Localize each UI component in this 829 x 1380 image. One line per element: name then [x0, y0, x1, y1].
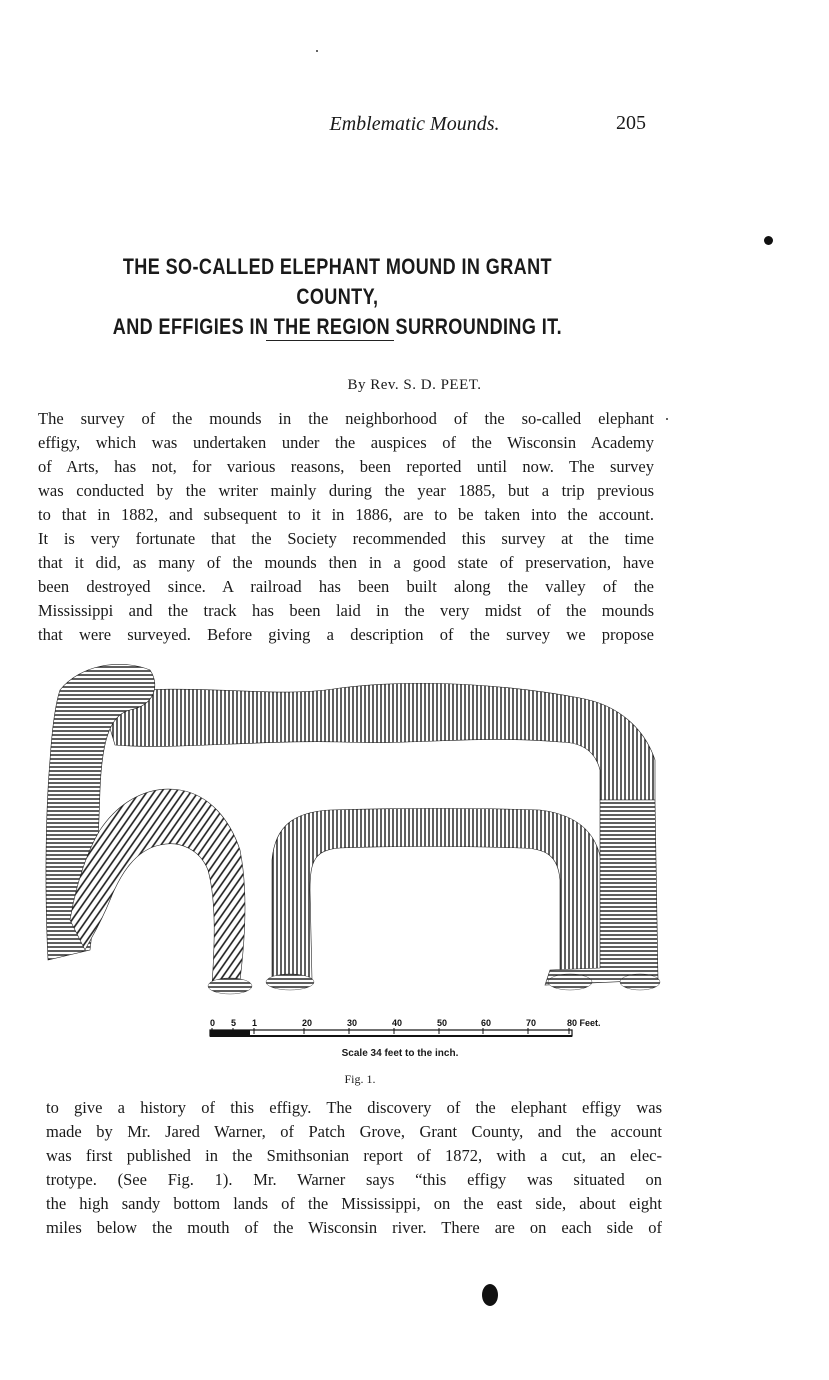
- author-byline: By Rev. S. D. PEET.: [347, 377, 482, 393]
- ink-speck: [316, 50, 318, 52]
- text-line: Mississippi and the track has been laid in the very midst of the mounds: [38, 601, 654, 620]
- mound-foot: [266, 974, 314, 990]
- scale-tick-label: 30: [347, 1018, 358, 1028]
- page-number: 205: [616, 112, 646, 134]
- scale-tick-label: 0: [210, 1018, 216, 1028]
- scale-tick-label: 80 Feet.: [567, 1018, 601, 1028]
- running-header-title: Emblematic Mounds.: [329, 113, 500, 135]
- scale-tick-label: 60: [481, 1018, 492, 1028]
- text-line: was first published in the Smithsonian report of 1872, with a cut, an elec-: [46, 1146, 662, 1165]
- mound-belly-arch: [272, 809, 605, 981]
- text-line: that it did, as many of the mounds then in a good state of preservation, have: [38, 553, 654, 572]
- text-line: made by Mr. Jared Warner, of Patch Grove, Grant County, and the account: [46, 1122, 662, 1141]
- figure-caption: Fig. 1.: [344, 1072, 376, 1086]
- text-line: to give a history of this effigy. The discovery of the elephant effigy was: [46, 1098, 662, 1117]
- scale-bar: [210, 1030, 572, 1036]
- article-title-line-2: AND EFFIGIES IN THE REGION SURROUNDING IT.: [112, 314, 563, 339]
- text-line: of Arts, has not, for various reasons, been reported until now. The survey: [38, 457, 654, 476]
- scale-tick-label: 50: [437, 1018, 448, 1028]
- elephant-mound-figure: [40, 650, 670, 1050]
- text-line: been destroyed since. A railroad has been built along the valley of the: [38, 577, 654, 596]
- ink-blot: [764, 236, 773, 245]
- body-paragraph-1: [38, 407, 654, 647]
- title-divider-rule: [266, 340, 394, 341]
- scale-tick-label: 70: [526, 1018, 537, 1028]
- text-line: to that in 1882, and subsequent to it in 1886, are to be taken into the account.: [38, 505, 654, 524]
- article-title-line-1: THE SO-CALLED ELEPHANT MOUND IN GRANT COUNTY,: [122, 254, 552, 309]
- text-line: the high sandy bottom lands of the Mississippi, on the east side, about eight: [46, 1194, 662, 1213]
- article-title: [85, 252, 589, 342]
- text-line: that were surveyed. Before giving a description of the survey we propose: [38, 625, 654, 644]
- mound-back: [100, 683, 655, 800]
- scale-tick-label: 20: [302, 1018, 313, 1028]
- mound-foot: [620, 974, 660, 990]
- text-line: trotype. (See Fig. 1). Mr. Warner says “this effigy was situated on: [46, 1170, 662, 1189]
- ink-blot: [482, 1284, 498, 1306]
- text-line: miles below the mouth of the Wisconsin river. There are on each side of: [46, 1218, 662, 1237]
- body-paragraph-2: [46, 1096, 662, 1240]
- scale-label: Scale 34 feet to the inch.: [341, 1048, 459, 1059]
- scale-tick-label: 40: [392, 1018, 403, 1028]
- text-line: It is very fortunate that the Society recommended this survey at the time: [38, 529, 654, 548]
- mound-foot: [208, 978, 252, 994]
- ink-speck: [666, 418, 668, 420]
- text-line: effigy, which was undertaken under the auspices of the Wisconsin Academy: [38, 433, 654, 452]
- text-line: The survey of the mounds in the neighborhood of the so-called elephant: [38, 409, 654, 428]
- scale-tick-label: 1: [252, 1018, 258, 1028]
- scale-tick-label: 5: [231, 1018, 237, 1028]
- mound-foot: [548, 974, 592, 990]
- text-line: was conducted by the writer mainly during the year 1885, but a trip previous: [38, 481, 654, 500]
